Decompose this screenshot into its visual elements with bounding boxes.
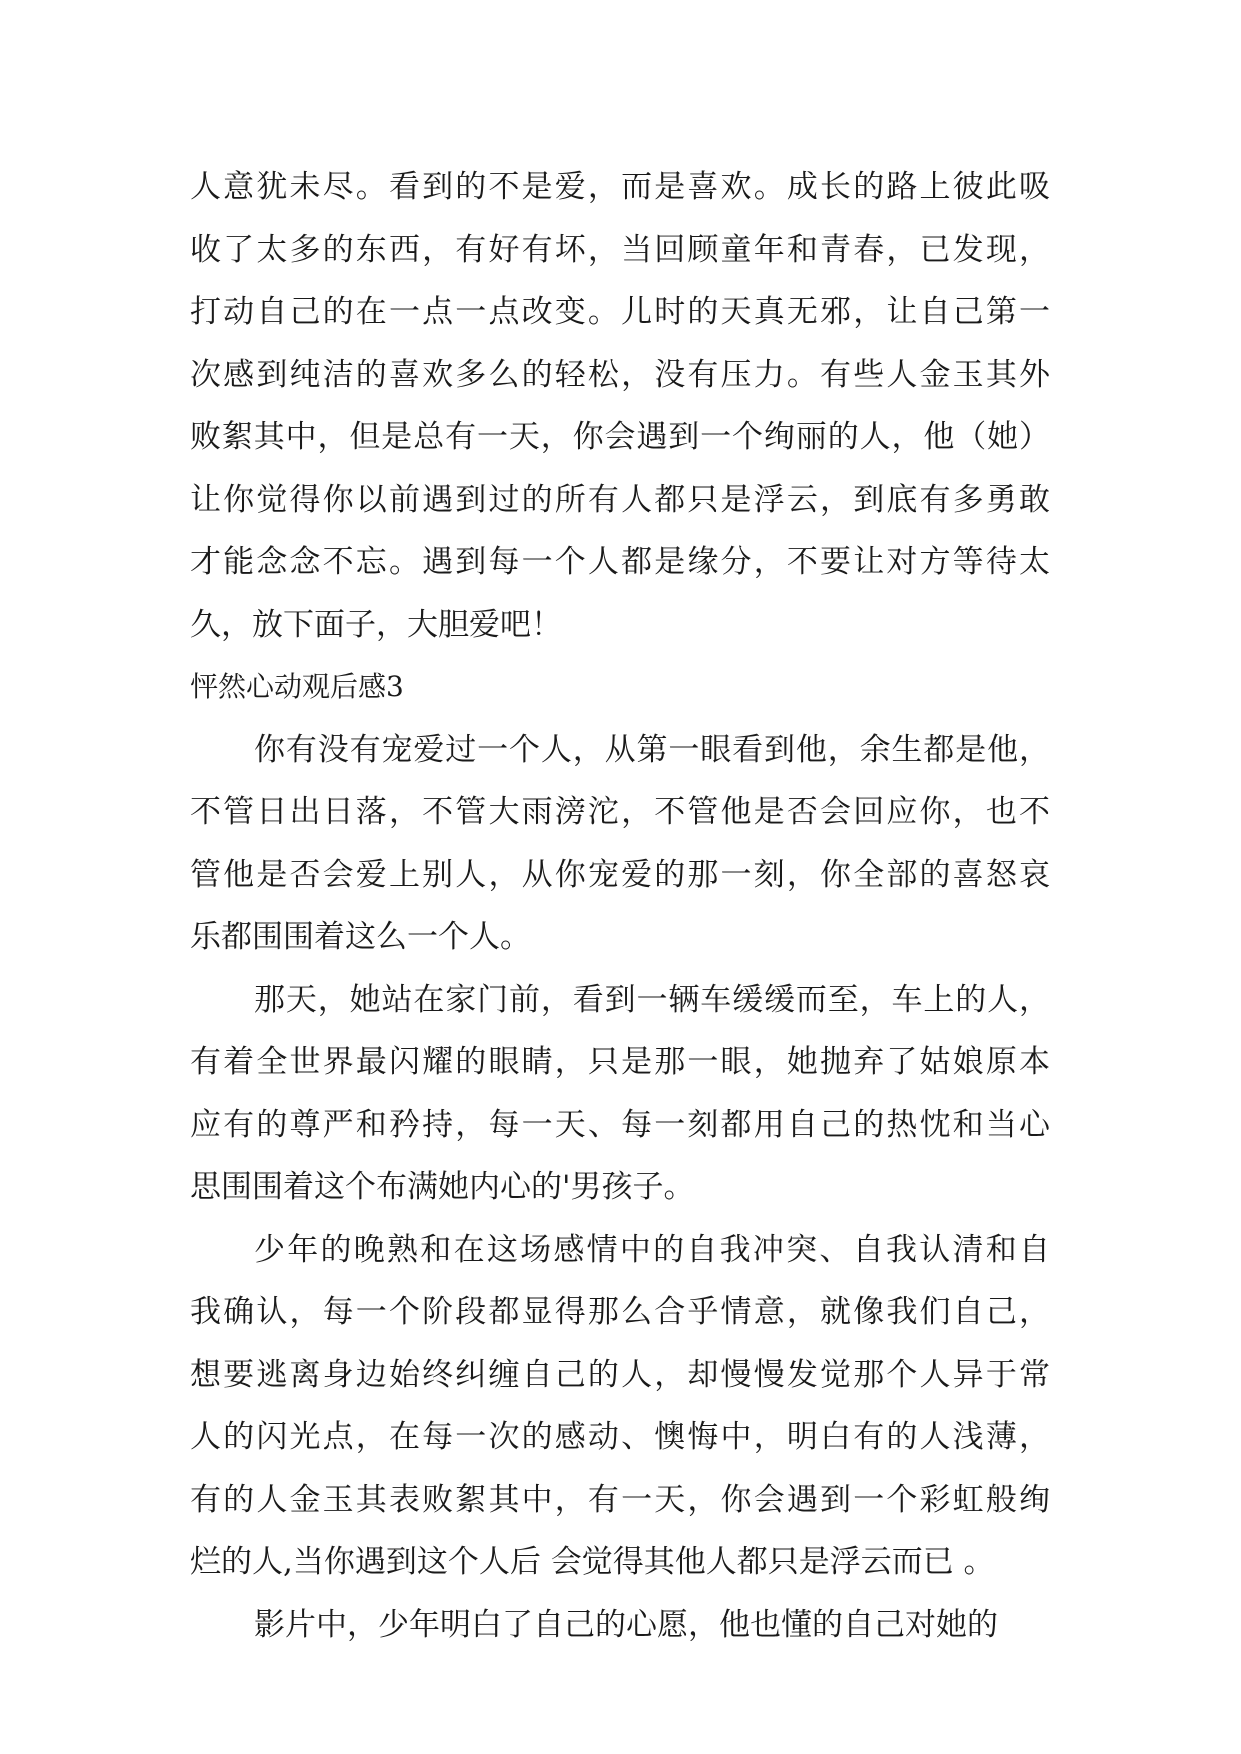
text-line: 想要逃离身边始终纠缠自己的人，却慢慢发觉那个人异于常 — [190, 1356, 1050, 1393]
paragraph-4 — [190, 1219, 1050, 1594]
text-line: 人意犹未尽。看到的不是爱，而是喜欢。成长的路上彼此吸 — [190, 169, 1050, 205]
paragraph-1 — [190, 156, 1050, 656]
text-line: 收了太多的东西，有好有坏，当回顾童年和青春，已发现， — [190, 231, 1050, 268]
text-line: 让你觉得你以前遇到过的所有人都只是浮云，到底有多勇敢 — [190, 481, 1050, 518]
text-line: 次感到纯洁的喜欢多么的轻松，没有压力。有些人金玉其外 — [190, 356, 1050, 393]
text-line: 少年的晚熟和在这场感情中的自我冲突、自我认清和自 — [254, 1231, 1050, 1268]
text-line: 你有没有宠爱过一个人，从第一眼看到他，余生都是他， — [254, 731, 1050, 768]
text-line: 应有的尊严和矜持，每一天、每一刻都用自己的热忱和当心 — [190, 1106, 1050, 1143]
text-line: 影片中，少年明白了自己的心愿，他也懂的自己对她的 — [254, 1606, 998, 1643]
text-line: 管他是否会爱上别人，从你宠爱的那一刻，你全部的喜怒哀 — [190, 856, 1050, 893]
text-line: 我确认，每一个阶段都显得那么合乎情意，就像我们自己， — [190, 1294, 1050, 1330]
text-line: 打动自己的在一点一点改变。儿时的天真无邪，让自己第一 — [190, 294, 1050, 330]
document-body — [190, 156, 1050, 1656]
paragraph-3 — [190, 969, 1050, 1219]
text-line: 不管日出日落，不管大雨滂沱，不管他是否会回应你，也不 — [190, 794, 1050, 830]
text-line: 才能念念不忘。遇到每一个人都是缘分，不要让对方等待太 — [190, 544, 1050, 580]
text-line: 人的闪光点，在每一次的感动、懊悔中，明白有的人浅薄， — [190, 1419, 1050, 1455]
text-line: 那天，她站在家门前，看到一辆车缓缓而至，车上的人， — [254, 981, 1050, 1018]
text-line: 思围围着这个布满她内心的'男孩子。 — [190, 1169, 695, 1205]
text-line: 烂的人,当你遇到这个人后 会觉得其他人都只是浮云而已 。 — [190, 1544, 995, 1580]
paragraph-5 — [190, 1594, 1050, 1657]
section-heading: 怦然心动观后感3 — [190, 670, 404, 703]
text-line: 有着全世界最闪耀的眼睛，只是那一眼，她抛弃了姑娘原本 — [190, 1044, 1050, 1080]
paragraph-2 — [190, 719, 1050, 969]
text-line: 败絮其中，但是总有一天，你会遇到一个绚丽的人，他（她） — [190, 419, 1050, 455]
text-line: 有的人金玉其表败絮其中，有一天，你会遇到一个彩虹般绚 — [190, 1481, 1050, 1518]
text-line: 久，放下面子，大胆爱吧！ — [190, 606, 562, 643]
text-line: 乐都围围着这么一个人。 — [190, 919, 531, 955]
